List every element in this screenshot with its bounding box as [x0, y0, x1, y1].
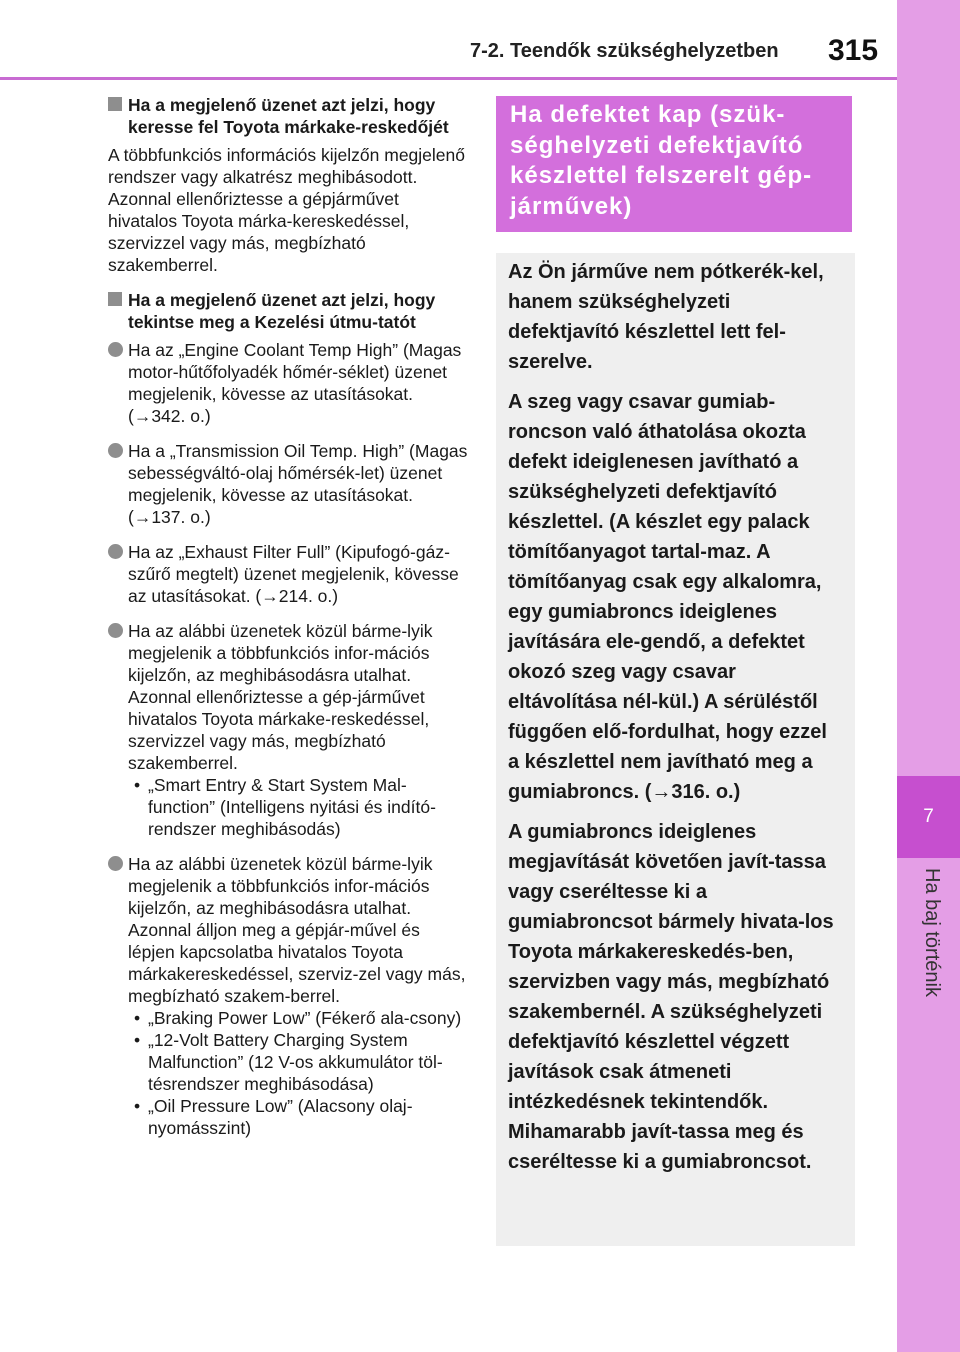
sub-list-item-text: „Smart Entry & Start System Mal-function” (Intelligens nyitási és indító-rendszer meghibásodás) — [148, 775, 436, 839]
list-item — [108, 339, 470, 427]
sub-list-item-text: „Braking Power Low” (Fékerő ala-csony) — [148, 1008, 462, 1028]
sub-list-item — [128, 1095, 470, 1139]
dot-bullet-icon: • — [134, 1030, 141, 1050]
info-box — [496, 253, 855, 1246]
heading-dealer — [108, 94, 470, 138]
info-paragraph: A gumiabroncs ideiglenes megjavítását követően javít-tassa vagy cseréltesse ki a gumiabroncsot bármely hivata-los Toyota márkakereskedés-ben, szervizben vagy más, megbízható szakembernél. A szükséghelyzeti defektjavító készlettel végzett javítások csak átmeneti intézkedésnek tekintendők. Mihamarabb javít-tassa meg és cseréltesse ki a gumiabroncsot. — [508, 821, 834, 1173]
list-item — [108, 440, 470, 528]
chapter-side-strip — [897, 0, 960, 1352]
circle-bullet-icon — [108, 623, 123, 638]
chapter-side-label: Ha baj történik — [921, 868, 943, 997]
square-bullet-icon — [108, 97, 122, 111]
list-item — [108, 620, 470, 840]
list-item — [108, 541, 470, 607]
sub-list-item-text: „Oil Pressure Low” (Alacsony olaj-nyomásszint) — [148, 1096, 413, 1138]
list-item-text: Ha az alábbi üzenetek közül bárme-lyik megjelenik a többfunkciós infor-mációs kijelzőn, az meghibásodásra utalhat. Azonnal álljon meg a gépjár-művel és lépjen kapcsolatba hivatalos Toyota márkakereskedéssel, szerviz-zel vagy más, megbízható szakem-berrel. — [128, 854, 466, 1006]
sub-list-item — [128, 774, 470, 840]
list-item-text: Ha az „Exhaust Filter Full” (Kipufogó-gáz-szűrő megtelt) üzenet megjelenik, kövesse az utasításokat. (→214. o.) — [128, 542, 459, 606]
circle-bullet-icon — [108, 342, 123, 357]
circle-bullet-icon — [108, 544, 123, 559]
left-column — [108, 94, 470, 1152]
section-title-box: Ha defektet kap (szük-séghelyzeti defektjavító készlettel felszerelt gép-járművek) — [496, 96, 852, 232]
paragraph: A többfunkciós információs kijelzőn megjelenő rendszer vagy alkatrész meghibásodott. Azonnal ellenőriztesse a gépjárművet hivatalos Toyota márka-kereskedéssel, szervizzel vagy más, megbízható szakemberrel. — [108, 145, 465, 275]
sub-list-item — [128, 1007, 470, 1029]
chapter-number: 7 — [923, 806, 934, 827]
list-item-text: Ha az „Engine Coolant Temp High” (Magas motor-hűtőfolyadék hőmér-séklet) üzenet megjelenik, kövesse az utasításokat. (→342. o.) — [128, 340, 462, 426]
sub-list-item — [128, 1029, 470, 1095]
info-paragraph: A szeg vagy csavar gumiab-roncson való áthatolása okozta defekt ideiglenesen javítható a szükséghelyzeti defektjavító készlettel. (A készlet egy palack tömítőanyagot tartal-maz. A tömítőanyag csak egy alkalomra, egy gumiabroncs ideiglenes javítására ele-gendő, a defektet okozó szeg vagy csavar eltávolítása nél-kül.) A sérüléstől függően elő-fordulhat, hogy ezzel a készlettel nem javítható meg a gumiabroncs. (→316. o.) — [508, 391, 827, 803]
header-divider — [0, 77, 897, 80]
page-number: 315 — [828, 34, 879, 67]
sub-list-item-text: „12-Volt Battery Charging System Malfunction” (12 V-os akkumulátor töl-tésrendszer meghibásodása) — [148, 1030, 443, 1094]
info-paragraph: Az Ön járműve nem pótkerék-kel, hanem szükséghelyzeti defektjavító készlettel lett fel-szerelve. — [508, 261, 824, 373]
heading-manual — [108, 289, 470, 333]
section-header: 7-2. Teendők szükséghelyzetben — [470, 40, 779, 62]
dot-bullet-icon: • — [134, 1096, 141, 1116]
square-bullet-icon — [108, 292, 122, 306]
chapter-number-tab[interactable] — [897, 776, 960, 858]
list-item-text: Ha a „Transmission Oil Temp. High” (Magas sebességváltó-olaj hőmérsék-let) üzenet megjelenik, kövesse az utasításokat. (→137. o.) — [128, 441, 468, 527]
dot-bullet-icon: • — [134, 775, 141, 795]
list-item — [108, 853, 470, 1139]
circle-bullet-icon — [108, 856, 123, 871]
circle-bullet-icon — [108, 443, 123, 458]
dot-bullet-icon: • — [134, 1008, 141, 1028]
heading-text: Ha a megjelenő üzenet azt jelzi, hogy tekintse meg a Kezelési útmu-tatót — [128, 290, 436, 332]
list-item-text: Ha az alábbi üzenetek közül bárme-lyik megjelenik a többfunkciós infor-mációs kijelzőn, az meghibásodásra utalhat. Azonnal ellenőriztesse a gép-járművet hivatalos Toyota márkake-reskedéssel, szervizzel vagy más, megbízható szakemberrel. — [128, 621, 433, 773]
heading-text: Ha a megjelenő üzenet azt jelzi, hogy keresse fel Toyota márkake-reskedőjét — [128, 95, 449, 137]
